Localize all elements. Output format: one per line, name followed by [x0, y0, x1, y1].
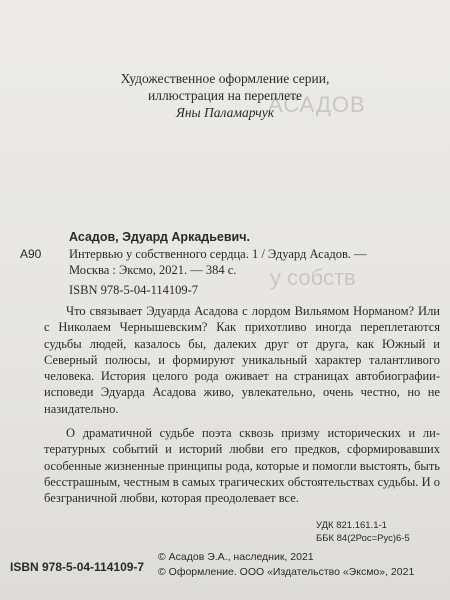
- show-through-text: у собств: [270, 265, 356, 290]
- illustrator-name: Яны Паламарчук: [175, 105, 275, 120]
- udk-code: УДК 821.161.1-1: [316, 520, 387, 531]
- credits-line: иллюстрация на переплете: [147, 88, 302, 103]
- show-through-text: АСАДОВ: [268, 92, 366, 117]
- design-credits: [0, 70, 450, 121]
- bbk-code: ББК 84(2Рос=Рус)6-5: [316, 533, 410, 544]
- title-line: Интервью у собственного сердца. 1 / Эдуард Асадов. —: [69, 247, 367, 261]
- copyright-author: © Асадов Э.А., наследник, 2021: [158, 551, 314, 563]
- annotation-paragraph: О драматичной судьбе поэта сквозь призму исторических и литературных событий и историй любви его предков, сформировавших особенные жизненные принципы рода, которые и помогли выстоять, быть бесстрашным, честным в самых трагических обстоятельствах судьбы. И о безграничной любви, которая преодолевает все.: [44, 426, 440, 506]
- publication-line: Москва : Эксмо, 2021. — 384 с.: [69, 263, 237, 277]
- class-code: А90: [20, 247, 42, 261]
- copyright-block: [158, 550, 414, 580]
- annotation-paragraph: Что связывает Эдуарда Асадова с лордом Вильямом Норманом? Или с Николаем Чернышевским? Как прихотливо иногда переплетаются судьбы людей, казалось бы, далеких друг от друга, как Южный и Северный полюсы, и формируют уникальный характер талантливого человека. История целого рода оживает на страницах автобиографии-исповеди Эдуарда Асадова живо, увлекательно, очень честно, но не назидательно.: [44, 304, 440, 416]
- catalog-isbn: ISBN 978-5-04-114109-7: [69, 283, 199, 297]
- copyright-publisher: © Оформление. ООО «Издательство «Эксмо», 2021: [158, 566, 415, 578]
- footer-isbn: ISBN 978-5-04-114109-7: [10, 560, 145, 574]
- author-heading: Асадов, Эдуард Аркадьевич.: [69, 230, 250, 244]
- annotation: [44, 303, 440, 515]
- credits-line: Художественное оформление серии,: [120, 71, 330, 86]
